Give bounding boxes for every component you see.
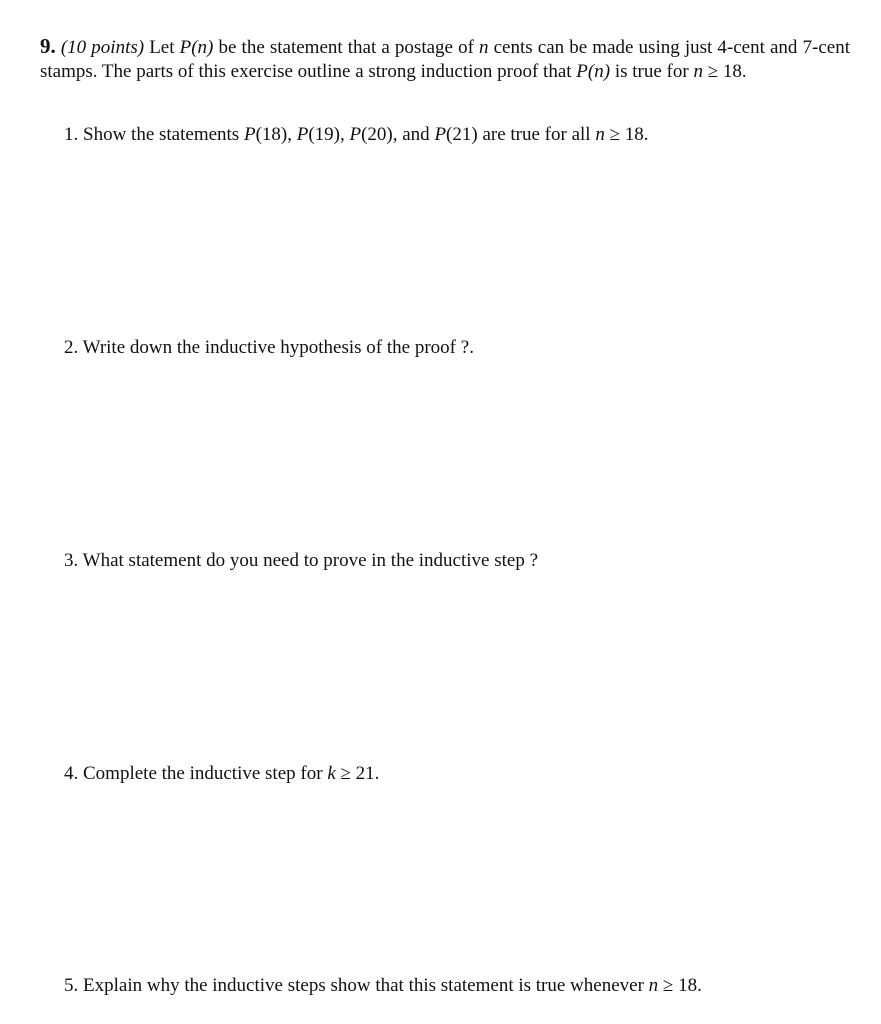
part-4	[64, 762, 379, 786]
math-n: n	[693, 61, 703, 82]
problem-number: 9.	[40, 34, 56, 58]
math-p: P	[434, 124, 447, 145]
math-p-n: P(n)	[576, 61, 611, 82]
part-text: (18),	[255, 124, 297, 145]
math-k: k	[327, 763, 336, 784]
part-label: 3.	[64, 550, 79, 571]
part-text: Show the statements	[78, 124, 244, 145]
part-text: What statement do you need to prove in the inductive step ?	[78, 550, 538, 571]
part-text: Explain why the inductive steps show that this statement is true whenever	[78, 975, 649, 996]
problem-text: Let	[144, 37, 180, 58]
part-text: Write down the inductive hypothesis of the proof ?.	[78, 337, 474, 358]
math-n: n	[479, 37, 489, 58]
part-2	[64, 336, 474, 360]
part-label: 5.	[64, 975, 79, 996]
part-text: (20), and	[361, 124, 435, 145]
problem-text: ≥ 18.	[702, 61, 747, 82]
problem-text: cents can be made using just 4-cent and 7-cent stamps. The parts of this exercise outline a strong induction proof that	[40, 37, 850, 82]
math-p-n: P(n)	[179, 37, 214, 58]
problem-points: (10 points)	[60, 37, 145, 58]
math-p: P	[349, 124, 362, 145]
part-label: 1.	[64, 124, 79, 145]
part-text: (19),	[308, 124, 350, 145]
part-text: ≥ 18.	[658, 975, 702, 996]
part-text: (21) are true for all	[446, 124, 596, 145]
math-p: P	[296, 124, 309, 145]
math-n: n	[648, 975, 659, 996]
part-label: 2.	[64, 337, 79, 358]
part-5	[64, 974, 702, 998]
math-n: n	[595, 124, 605, 145]
problem-text: be the statement that a postage of	[213, 37, 480, 58]
part-text: ≥ 21.	[335, 763, 380, 784]
problem-text: is true for	[610, 61, 694, 82]
part-text: ≥ 18.	[604, 124, 649, 145]
part-label: 4.	[64, 763, 79, 784]
part-3	[64, 549, 538, 573]
math-p: P	[243, 124, 256, 145]
part-text: Complete the inductive step for	[78, 763, 328, 784]
problem-statement	[40, 34, 850, 84]
part-1	[64, 123, 649, 147]
